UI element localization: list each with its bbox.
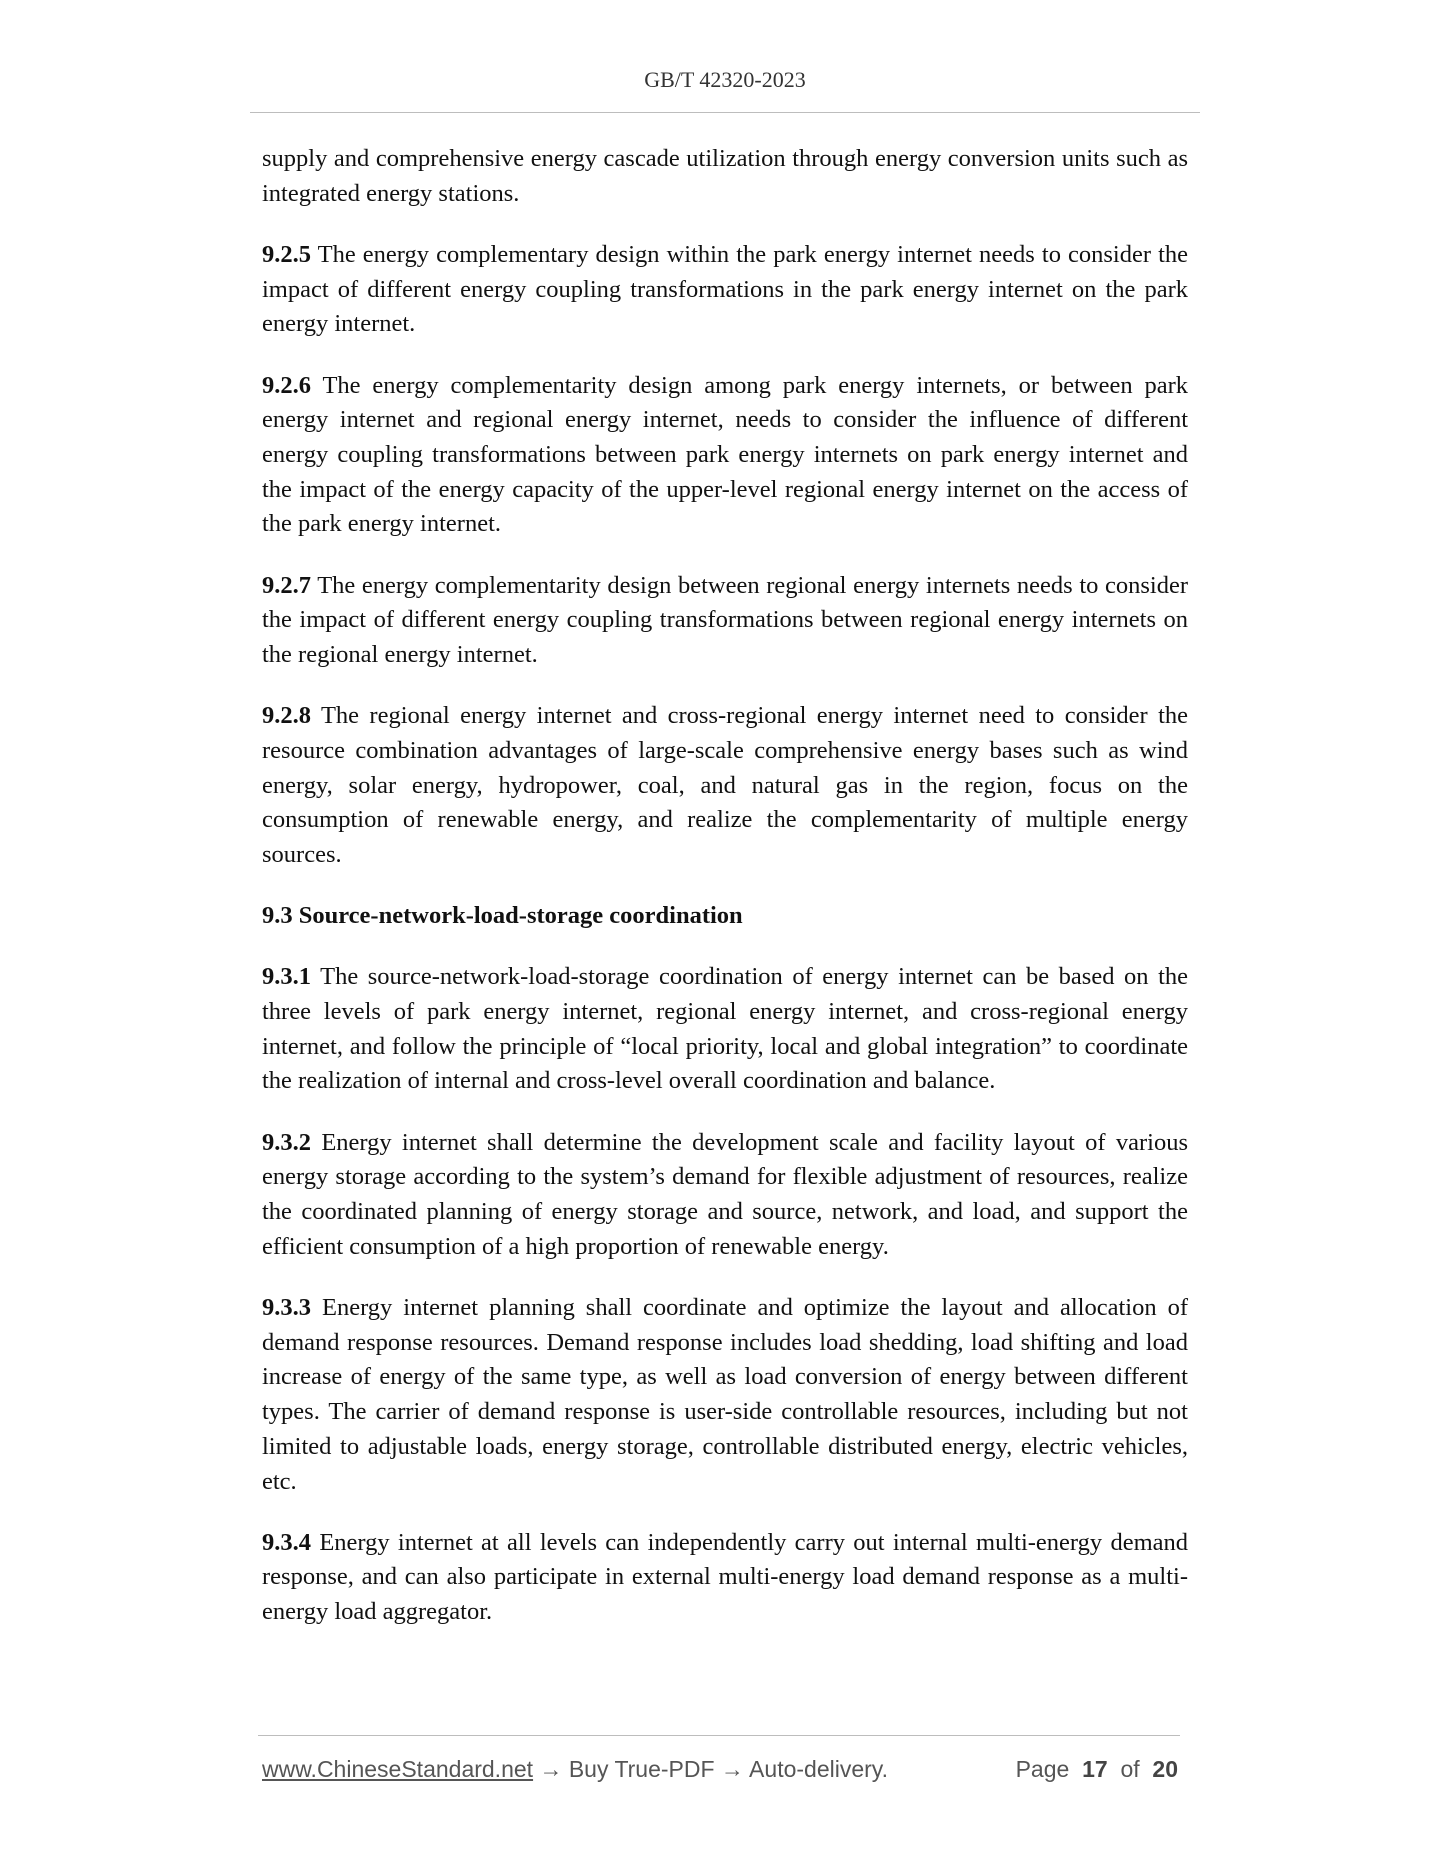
page-of: of <box>1120 1756 1140 1782</box>
site-link[interactable]: www.ChineseStandard.net <box>262 1756 534 1782</box>
page-total: 20 <box>1152 1756 1178 1782</box>
clause-text: Energy internet at all levels can independently carry out internal multi-energy demand response, and can also participate in external multi-energy load demand response as a multi-energy load aggregator. <box>262 1528 1188 1626</box>
clause-9-2-7 <box>262 569 1188 673</box>
clause-9-3-3 <box>262 1291 1188 1499</box>
clause-text: The regional energy internet and cross-regional energy internet need to consider the resource combination advantages of large-scale comprehensive energy bases such as wind energy, solar energy, hydropower, coal, and natural gas in the region, focus on the consumption of renewable energy, and realize the complementarity of multiple energy sources. <box>262 702 1189 868</box>
clause-number: 9.2.6 <box>262 371 311 399</box>
clause-text: Energy internet shall determine the development scale and facility layout of various energy storage according to the system’s demand for flexible adjustment of resources, realize the coordinated planning of energy storage and source, network, and load, and support the efficient consumption of a high proportion of renewable energy. <box>262 1128 1189 1260</box>
clause-number: 9.3.1 <box>262 963 311 991</box>
page-footer <box>262 1752 1182 1786</box>
page-indicator <box>1016 1752 1178 1786</box>
clause-number: 9.3.2 <box>262 1128 311 1156</box>
clause-9-3-2 <box>262 1126 1188 1265</box>
clause-number: 9.3.3 <box>262 1293 311 1321</box>
page-header <box>250 60 1200 113</box>
clause-text: The energy complementarity design between regional energy internets needs to consider the impact of different energy coupling transformations between regional energy internets on the regional energy internet. <box>262 571 1188 668</box>
promo-text: → Buy True-PDF → Auto-delivery. <box>533 1756 888 1782</box>
clause-9-2-8 <box>262 699 1188 873</box>
clause-text: The source-network-load-storage coordination of energy internet can be based on the three levels of park energy internet, regional energy internet, and cross-regional energy internet, and follow the principle of “local priority, local and global integration” to coordinate the realization of internal and cross-level overall coordination and balance. <box>262 963 1189 1095</box>
clause-number: 9.2.7 <box>262 571 311 599</box>
page-label: Page <box>1015 1756 1070 1782</box>
clause-text: The energy complementarity design among park energy internets, or between park energy internet and regional energy internet, needs to consider the influence of different energy coupling transformations between park energy internets on park energy internet and the impact of the energy capacity of the upper-level regional energy internet on the access of the park energy internet. <box>262 371 1189 538</box>
page-current: 17 <box>1082 1756 1108 1782</box>
clause-number: 9.2.5 <box>262 240 311 268</box>
clause-9-2-6 <box>262 369 1188 543</box>
intro-paragraph: supply and comprehensive energy cascade utilization through energy conversion units such as integrated energy stations. <box>262 145 1188 207</box>
clause-text: Energy internet planning shall coordinate and optimize the layout and allocation of demand response resources. Demand response includes load shedding, load shifting and load increase of energy of the same type, as well as load conversion of energy between different types. The carrier of demand response is user-side controllable resources, including but not limited to adjustable loads, energy storage, controllable distributed energy, electric vehicles, etc. <box>262 1293 1188 1495</box>
standard-id: GB/T 42320-2023 <box>644 67 806 92</box>
clause-9-3-1 <box>262 960 1188 1099</box>
section-heading-9-3: 9.3 Source-network-load-storage coordination <box>262 902 743 930</box>
clause-9-3-4 <box>262 1526 1188 1630</box>
clause-number: 9.3.4 <box>262 1528 311 1556</box>
page-content <box>262 142 1188 1656</box>
footer-promo <box>262 1752 888 1786</box>
footer-divider <box>258 1735 1180 1736</box>
clause-number: 9.2.8 <box>262 702 311 730</box>
clause-text: The energy complementary design within the park energy internet needs to consider the impact of different energy coupling transformations in the park energy internet on the park energy internet. <box>262 240 1189 338</box>
clause-9-2-5 <box>262 238 1188 342</box>
